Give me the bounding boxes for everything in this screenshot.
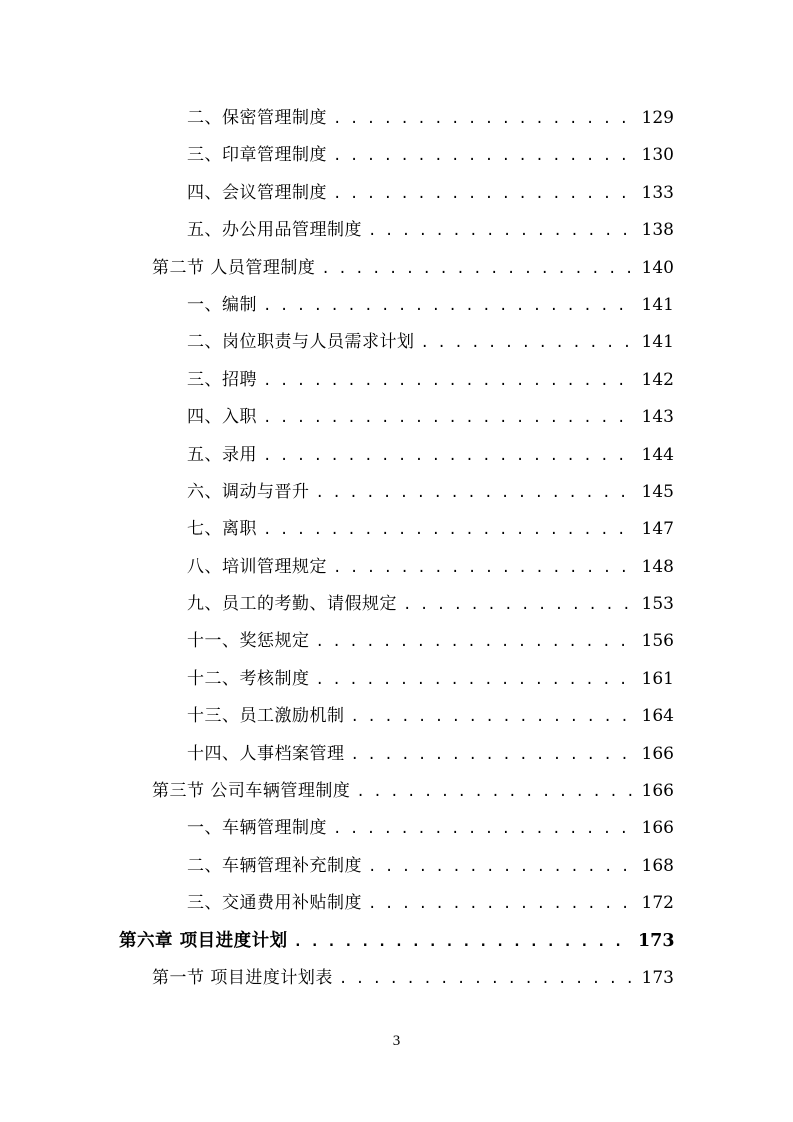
toc-entry-page: 168 [641,855,674,876]
toc-entry-page: 164 [641,706,674,727]
toc-entry-page: 156 [641,631,674,652]
toc-entry[interactable] [0,736,793,773]
toc-entry-title: 第二节 人员管理制度 [152,257,316,278]
toc-entry[interactable] [0,324,793,361]
toc-entry[interactable] [0,773,793,810]
toc-entry-page: 161 [641,668,674,689]
dot-leader [316,475,633,512]
dot-leader [263,288,632,325]
toc-entry-title: 六、调动与晋升 [187,481,310,502]
toc-entry-title: 四、会议管理制度 [187,182,327,203]
toc-entry[interactable] [0,474,793,511]
toc-entry[interactable] [0,810,793,847]
dot-leader [316,624,633,661]
toc-entry-title: 二、保密管理制度 [187,108,327,128]
dot-leader [333,101,632,138]
toc-entry-page: 143 [641,407,674,428]
dot-leader [316,662,633,699]
dot-leader [368,213,632,250]
dot-leader [321,251,632,288]
dot-leader [263,512,632,549]
toc-entry[interactable] [0,175,793,212]
toc-entry-title: 十一、奖惩规定 [187,631,310,652]
dot-leader [263,400,632,437]
dot-leader [333,138,632,175]
toc-entry[interactable] [0,848,793,885]
toc-entry[interactable] [0,100,793,137]
toc-entry-title: 七、离职 [187,519,257,540]
toc-entry-title: 二、岗位职责与人员需求计划 [187,332,415,353]
toc-entry-title: 三、印章管理制度 [187,145,327,166]
toc-entry-title: 三、交通费用补贴制度 [187,893,362,914]
toc-entry-page: 172 [641,893,674,914]
dot-leader [403,587,632,624]
toc-entry-title: 十二、考核制度 [187,668,310,689]
toc-entry-page: 148 [641,556,674,577]
toc-entry-page: 138 [641,220,674,241]
dot-leader [351,699,633,736]
toc-entry-page: 153 [641,594,674,615]
toc-entry-title: 五、录用 [187,444,257,465]
toc-entry-title: 一、编制 [187,294,257,315]
toc-entry[interactable] [0,698,793,735]
toc-entry-page: 142 [641,369,674,390]
toc-entry-title: 二、车辆管理补充制度 [187,855,362,876]
toc-entry-title: 第六章 项目进度计划 [119,930,288,951]
toc-entry-page: 144 [641,444,674,465]
toc-entry-title: 五、办公用品管理制度 [187,220,362,241]
dot-leader [294,924,632,961]
toc-entry-title: 十四、人事档案管理 [187,743,345,764]
toc-entry-title: 一、车辆管理制度 [187,818,327,839]
toc-entry-page: 173 [638,930,675,951]
toc-entry[interactable] [0,437,793,474]
toc-entry-page: 129 [641,108,674,128]
toc-entry-title: 九、员工的考勤、请假规定 [187,594,397,615]
dot-leader [333,550,632,587]
toc-entry-page: 145 [641,481,674,502]
toc-entry[interactable] [0,362,793,399]
toc-entry-title: 十三、员工激励机制 [187,706,345,727]
dot-leader [333,811,632,848]
toc-entry[interactable] [0,399,793,436]
toc-entry-page: 141 [641,332,674,353]
dot-leader [351,737,633,774]
toc-entry-title: 三、招聘 [187,369,257,390]
toc-entry[interactable] [0,885,793,922]
toc-entry-page: 166 [641,818,674,839]
dot-leader [263,363,632,400]
toc-entry-title: 四、入职 [187,407,257,428]
page-number: 3 [392,1033,401,1049]
toc-entry[interactable] [0,549,793,586]
toc-entry-page: 166 [641,743,674,764]
toc-entry-page: 166 [641,781,674,802]
toc-entry-page: 147 [641,519,674,540]
toc-entry-title: 八、培训管理规定 [187,556,327,577]
toc-entry[interactable] [0,250,793,287]
dot-leader [356,774,632,811]
toc-entry[interactable] [0,212,793,249]
dot-leader [333,176,632,213]
toc-entry[interactable] [0,511,793,548]
toc-entry-page: 173 [641,967,674,988]
toc-entry-page: 140 [641,257,674,278]
toc-chapter-entry[interactable] [0,923,793,960]
dot-leader [339,961,632,998]
toc-entry[interactable] [0,586,793,623]
toc-entry-page: 130 [641,145,674,166]
table-of-contents [0,100,793,997]
toc-entry[interactable] [0,287,793,324]
dot-leader [263,438,632,475]
toc-entry[interactable] [0,137,793,174]
toc-entry-page: 133 [641,182,674,203]
dot-leader [368,886,632,923]
toc-entry-page: 141 [641,294,674,315]
dot-leader [421,325,633,362]
toc-entry-title: 第一节 项目进度计划表 [152,967,333,988]
toc-entry[interactable] [0,960,793,997]
toc-entry[interactable] [0,623,793,660]
toc-entry-title: 第三节 公司车辆管理制度 [152,781,351,802]
dot-leader [368,849,632,886]
toc-entry[interactable] [0,661,793,698]
